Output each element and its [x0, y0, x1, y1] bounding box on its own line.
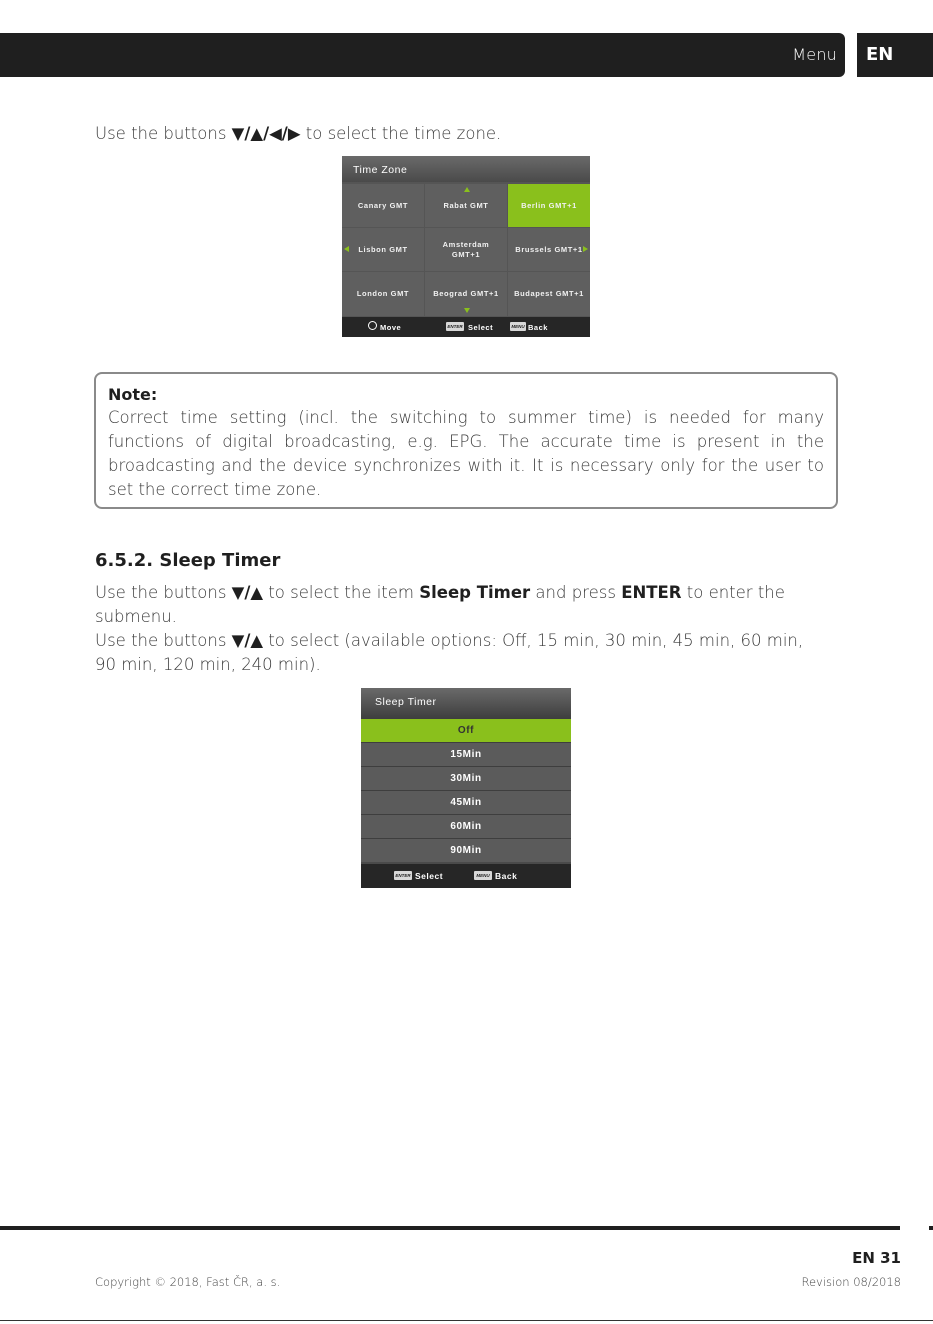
p2-b: to select (available options: Off, 15 min, 30 min, 45 min, 60 min,	[263, 631, 804, 650]
select-label: Select	[468, 323, 494, 332]
sleep-timer-screen	[361, 688, 571, 888]
language-badge: EN	[857, 33, 933, 77]
select-label: Select	[415, 871, 444, 881]
tz-cell-rabat[interactable]	[425, 184, 507, 227]
enter-key-icon: ENTER	[395, 873, 411, 878]
time-zone-screen	[342, 156, 590, 337]
sleep-timer-title: Sleep Timer	[361, 688, 571, 718]
time-zone-title: Time Zone	[342, 156, 590, 182]
p1-key: ENTER	[621, 583, 682, 602]
tz-cell-beograd[interactable]	[425, 272, 507, 316]
sleep-option-30[interactable]: 30Min	[361, 766, 571, 790]
revision: Revision 08/2018	[801, 1275, 901, 1289]
tz-cell-label: Berlin GMT+1	[521, 200, 577, 210]
enter-key-icon: ENTER	[447, 324, 463, 329]
sleep-option-15[interactable]: 15Min	[361, 742, 571, 766]
p2-a: Use the buttons	[95, 631, 232, 650]
tz-cell-label: Canary GMT	[357, 200, 409, 210]
section-title: 6.5.2. Sleep Timer	[95, 550, 281, 571]
sleep-option-45[interactable]: 45Min	[361, 790, 571, 814]
tz-cell-label: Brussels GMT+1	[515, 244, 583, 254]
arrow-left-icon	[344, 246, 349, 252]
intro-text-after: to select the time zone.	[300, 124, 502, 143]
p1-item: Sleep Timer	[419, 583, 531, 602]
tz-cell-budapest[interactable]	[508, 272, 590, 316]
tz-cell-london[interactable]	[342, 272, 424, 316]
p2-c: 90 min, 120 min, 240 min).	[95, 655, 321, 674]
sleep-timer-paragraph-2	[95, 629, 835, 677]
header-bar	[0, 33, 845, 77]
sleep-timer-footer	[361, 864, 571, 888]
tz-cell-label: Rabat GMT	[443, 200, 489, 210]
menu-key-icon: MENU	[474, 871, 492, 880]
footer-rule	[0, 1226, 900, 1230]
tz-cell-berlin[interactable]	[508, 184, 590, 227]
arrow-down-icon	[464, 308, 470, 313]
bottom-rule	[0, 1320, 933, 1321]
move-icon	[368, 321, 377, 330]
p1-c: and press	[530, 583, 622, 602]
sleep-timer-paragraph-1	[95, 581, 835, 629]
footer-dot	[929, 1226, 933, 1230]
header-menu-label: Menu	[792, 45, 837, 64]
time-zone-footer	[342, 317, 590, 337]
sleep-option-60[interactable]: 60Min	[361, 814, 571, 838]
p1-b: to select the item	[263, 583, 420, 602]
sleep-option-90[interactable]: 90Min	[361, 838, 571, 862]
tz-cell-label: London GMT	[356, 289, 410, 298]
p2-arrows: ▼/▲	[231, 631, 264, 650]
p1-arrows: ▼/▲	[231, 583, 264, 602]
tz-cell-label: Beograd GMT+1	[433, 289, 499, 298]
time-zone-grid	[342, 184, 590, 316]
tz-cell-amsterdam[interactable]	[425, 228, 507, 271]
arrow-up-icon	[464, 187, 470, 192]
back-label: Back	[528, 323, 548, 332]
intro-text-before: Use the buttons	[95, 124, 232, 143]
arrow-right-icon	[583, 246, 588, 252]
page-number: EN 31	[852, 1249, 901, 1267]
back-label: Back	[495, 871, 518, 881]
tz-cell-label: Budapest GMT+1	[514, 289, 584, 298]
note-title: Note:	[108, 385, 158, 404]
intro-arrows: ▼/▲/◀/▶	[231, 124, 301, 143]
tz-cell-canary[interactable]	[342, 184, 424, 227]
move-label: Move	[380, 323, 402, 332]
note-text: Correct time setting (incl. the switching to summer time) is needed for many functions of digital broadcasting, e.g. EPG. The accurate time is present in the broadcasting and the device synchronizes with it. It is necessary only for the user to set the correct time zone.	[108, 408, 824, 499]
copyright: Copyright © 2018, Fast ČR, a. s.	[95, 1275, 281, 1289]
tz-cell-brussels[interactable]	[508, 228, 590, 271]
menu-key-icon: MENU	[511, 324, 525, 329]
p1-e: submenu.	[95, 607, 177, 626]
intro-paragraph	[95, 122, 501, 146]
tz-cell-lisbon[interactable]	[342, 228, 424, 271]
p1-a: Use the buttons	[95, 583, 232, 602]
sleep-option-off[interactable]: Off	[361, 718, 571, 742]
p1-d: to enter the	[681, 583, 785, 602]
tz-cell-label: Lisbon GMT	[358, 244, 408, 254]
tz-cell-label: Amsterdam GMT+1	[442, 239, 490, 259]
note-box	[94, 372, 838, 509]
